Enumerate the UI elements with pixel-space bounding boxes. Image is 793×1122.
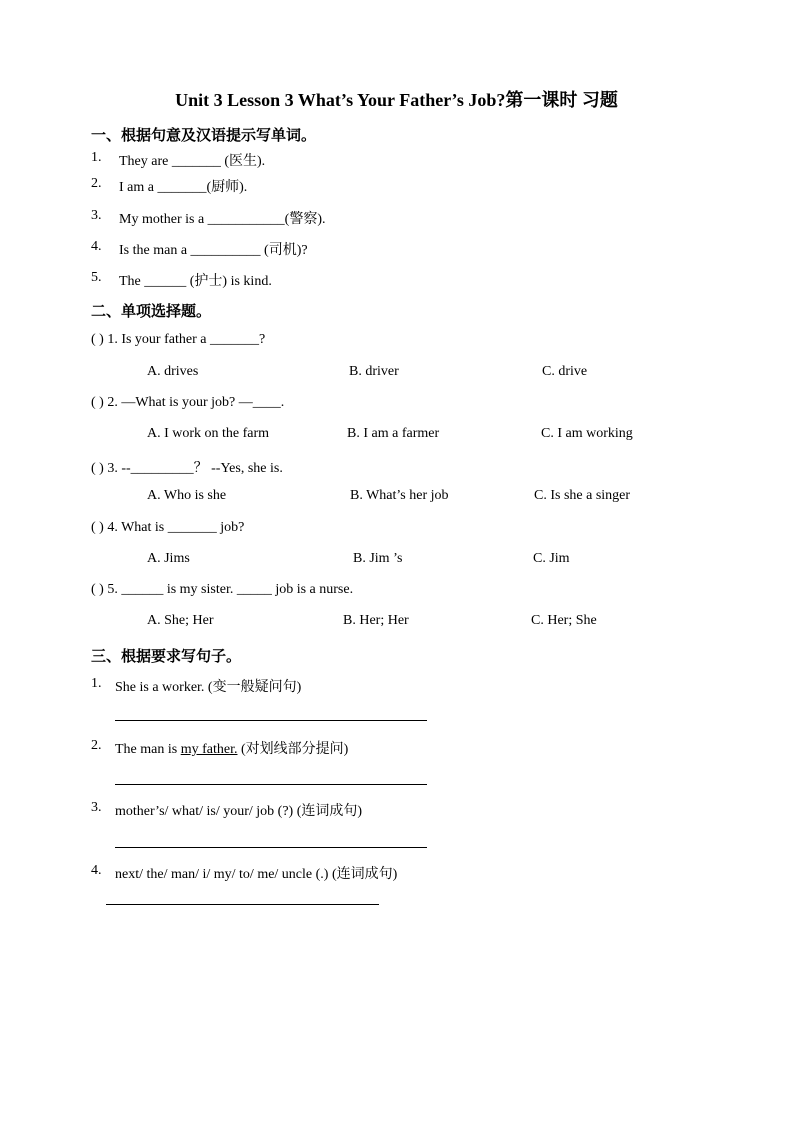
s3-item-text [115,738,348,758]
s1-item-text: Is the man a __________ (司机)? [119,243,308,258]
answer-line[interactable] [115,720,427,721]
s3-item-post: (对划线部分提问) [237,742,349,757]
mc-question-stem: ( ) 4. What is _______ job? [91,520,245,535]
mc-option-b: B. I am a farmer [347,426,440,441]
s1-item-text: They are _______ (医生). [119,154,266,169]
s1-item-text: The ______ (护士) is kind. [119,274,272,289]
underlined-phrase: my father. [180,742,238,757]
s1-item-number: 2. [91,176,102,191]
s3-item-text: next/ the/ man/ i/ my/ to/ me/ uncle (.) (连词成句) [115,867,398,882]
s3-item-text: She is a worker. (变一般疑问句) [115,680,302,695]
mc-option-a: A. drives [147,364,199,379]
mc-question-stem: ( ) 2. —What is your job? —____. [91,395,285,410]
answer-line[interactable] [115,847,427,848]
mc-option-c: C. Jim [533,551,570,566]
mc-option-b: B. Her; Her [343,613,409,628]
mc-option-c: C. Is she a singer [534,488,631,503]
mc-option-a: A. I work on the farm [147,426,270,441]
s1-item-number: 3. [91,208,102,223]
page-title: Unit 3 Lesson 3 What’s Your Father’s Job?第一课时 习题 [175,90,618,110]
mc-option-c: C. drive [542,364,588,379]
mc-option-c: C. I am working [541,426,633,441]
section2-heading: 二、单项选择题。 [91,304,212,320]
mc-question-stem: ( ) 3. --_________？ --Yes, she is. [91,461,283,476]
s1-item-number: 5. [91,270,102,285]
mc-option-b: B. Jim ’s [353,551,403,566]
s1-item-number: 1. [91,150,102,165]
s3-item-text: mother’s/ what/ is/ your/ job (?) (连词成句) [115,804,363,819]
mc-option-a: A. She; Her [147,613,214,628]
mc-question-stem: ( ) 5. ______ is my sister. _____ job is a nurse. [91,582,354,597]
answer-line[interactable] [115,784,427,785]
s3-item-number: 1. [91,676,102,691]
mc-option-a: A. Who is she [147,488,227,503]
answer-line[interactable] [106,904,379,905]
mc-option-a: A. Jims [147,551,190,566]
s3-item-number: 2. [91,738,102,753]
s3-item-pre: The man is [115,742,181,757]
mc-option-b: B. driver [349,364,399,379]
section3-heading: 三、根据要求写句子。 [91,649,242,665]
s1-item-number: 4. [91,239,102,254]
mc-question-stem: ( ) 1. Is your father a _______? [91,332,266,347]
mc-option-b: B. What’s her job [350,488,449,503]
s1-item-text: My mother is a ___________(警察). [119,212,326,227]
section1-heading: 一、根据句意及汉语提示写单词。 [91,128,317,144]
s3-item-number: 3. [91,800,102,815]
s3-item-number: 4. [91,863,102,878]
s1-item-text: I am a _______(厨师). [119,180,248,195]
mc-option-c: C. Her; She [531,613,597,628]
